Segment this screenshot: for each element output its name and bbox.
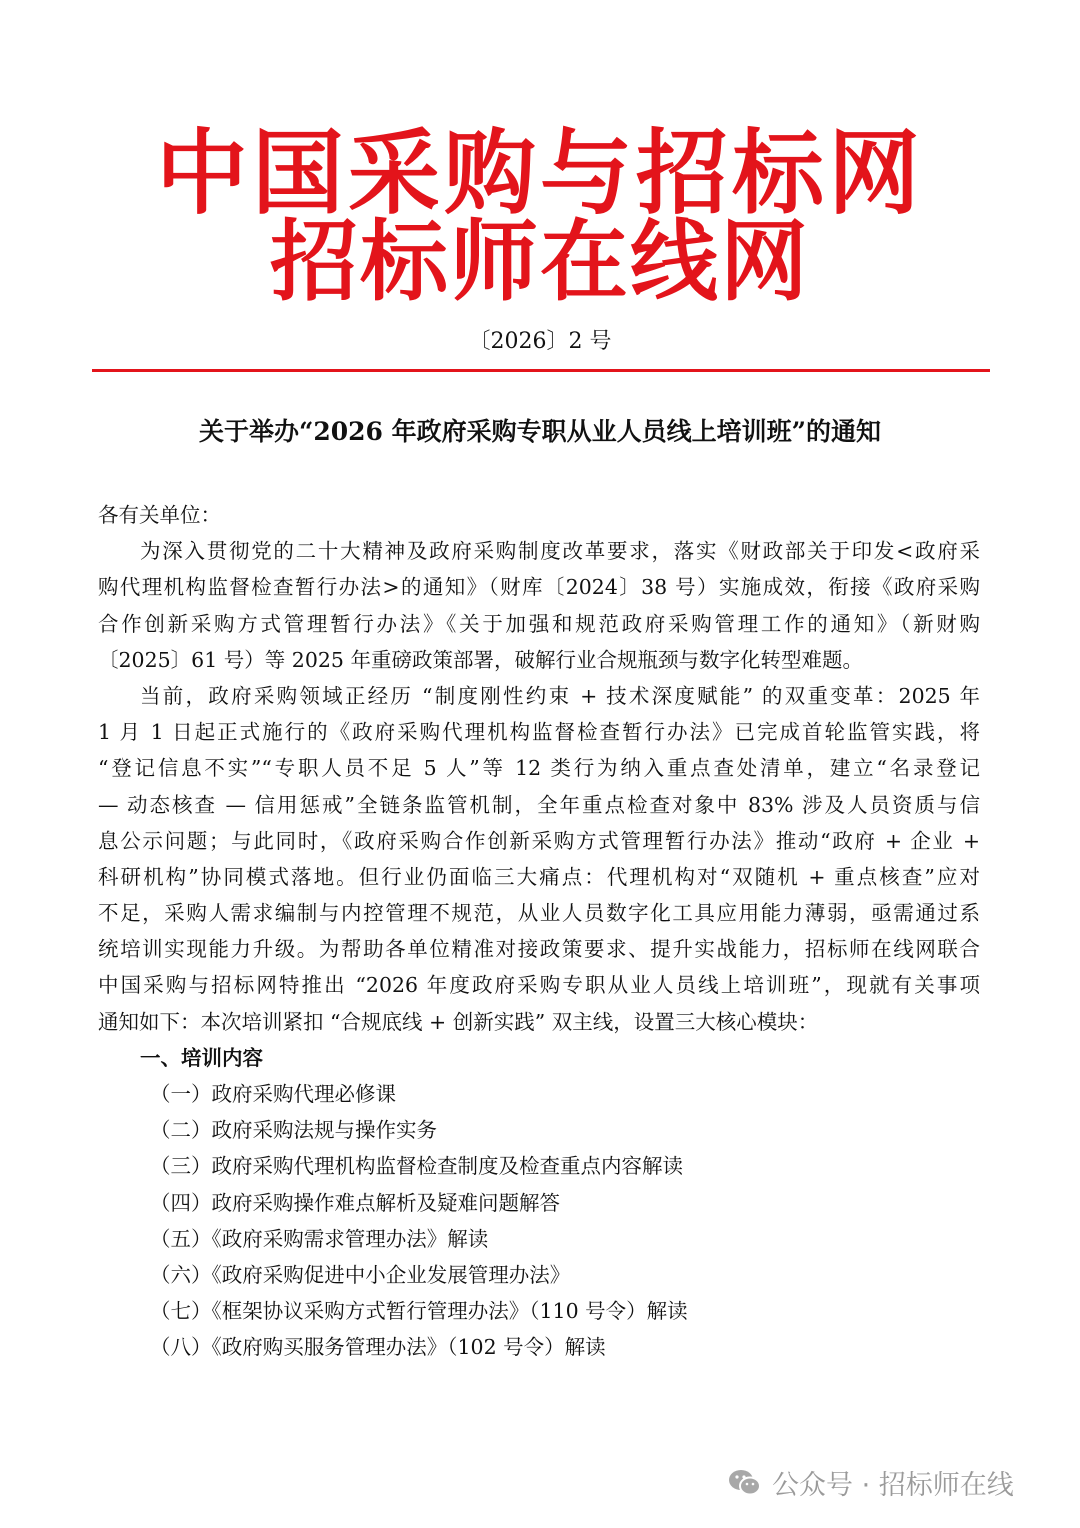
paragraph-line: 〔2025〕61 号）等 2025 年重磅政策部署，破解行业合规瓶颈与数字化转型难题。	[98, 647, 863, 672]
masthead-line-2: 招标师在线网	[269, 210, 810, 313]
masthead-line-1: 中国采购与招标网	[155, 120, 924, 227]
paragraph-line: 1 月 1 日起正式施行的《政府采购代理机构监督检查暂行办法》已完成首轮监管实践，将	[98, 720, 980, 745]
watermark	[728, 1463, 1014, 1502]
paragraph-line: 合作创新采购方式管理暂行办法》《关于加强和规范政府采购管理工作的通知》（新财购	[98, 611, 980, 636]
list-item: （四）政府采购操作难点解析及疑难问题解答	[150, 1190, 560, 1215]
list-item: （五）《政府采购需求管理办法》解读	[150, 1226, 489, 1251]
paragraph-line: — 动态核查 — 信用惩戒”全链条监管机制，全年重点检查对象中 83% 涉及人员资质与信	[98, 792, 980, 817]
section-heading: 一、培训内容	[140, 1045, 263, 1070]
paragraph-line: 统培训实现能力升级。为帮助各单位精准对接政策要求、提升实战能力，招标师在线网联合	[98, 937, 980, 962]
paragraph-line: 通知如下：本次培训紧扣 “合规底线 + 创新实践” 双主线，设置三大核心模块：	[98, 1009, 819, 1034]
red-divider	[92, 369, 990, 372]
paragraph-line: 为深入贯彻党的二十大精神及政府采购制度改革要求，落实《财政部关于印发<政府采	[140, 539, 980, 564]
document-body	[98, 497, 980, 1366]
paragraph-line: 科研机构”协同模式落地。但行业仍面临三大痛点：代理机构对“双随机 + 重点核查”应对	[98, 864, 980, 889]
paragraph-line: 不足，采购人需求编制与内控管理不规范，从业人员数字化工具应用能力薄弱，亟需通过系	[98, 901, 980, 926]
paragraph-line: 购代理机构监督检查暂行办法>的通知》（财库〔2024〕38 号）实施成效，衔接《政府采购	[98, 575, 980, 600]
document-number: 〔2026〕2 号	[468, 329, 612, 354]
wechat-icon	[728, 1468, 762, 1498]
paragraph-line: 当前，政府采购领域正经历 “制度刚性约束 + 技术深度赋能” 的双重变革：2025 年	[140, 683, 980, 708]
list-item: （三）政府采购代理机构监督检查制度及检查重点内容解读	[150, 1154, 683, 1179]
watermark-text: 公众号 · 招标师在线	[772, 1470, 1014, 1501]
list-item: （二）政府采购法规与操作实务	[150, 1118, 437, 1143]
document-title: 关于举办“2026 年政府采购专职从业人员线上培训班”的通知	[198, 417, 882, 446]
paragraph-line: 中国采购与招标网特推出 “2026 年度政府采购专职从业人员线上培训班”，现就有关事项	[98, 973, 980, 998]
paragraph-line: 息公示问题；与此同时，《政府采购合作创新采购方式管理暂行办法》推动“政府 + 企业 +	[98, 828, 980, 853]
paragraph-line: “登记信息不实”“专职人员不足 5 人”等 12 类行为纳入重点查处清单，建立“名录登记	[98, 756, 980, 781]
list-item: （七）《框架协议采购方式暂行管理办法》（110 号令）解读	[150, 1299, 688, 1324]
salutation: 各有关单位：	[98, 503, 221, 527]
list-item: （六）《政府采购促进中小企业发展管理办法》	[150, 1262, 571, 1287]
list-item: （八）《政府购买服务管理办法》（102 号令）解读	[150, 1335, 606, 1360]
list-item: （一）政府采购代理必修课	[150, 1082, 396, 1106]
